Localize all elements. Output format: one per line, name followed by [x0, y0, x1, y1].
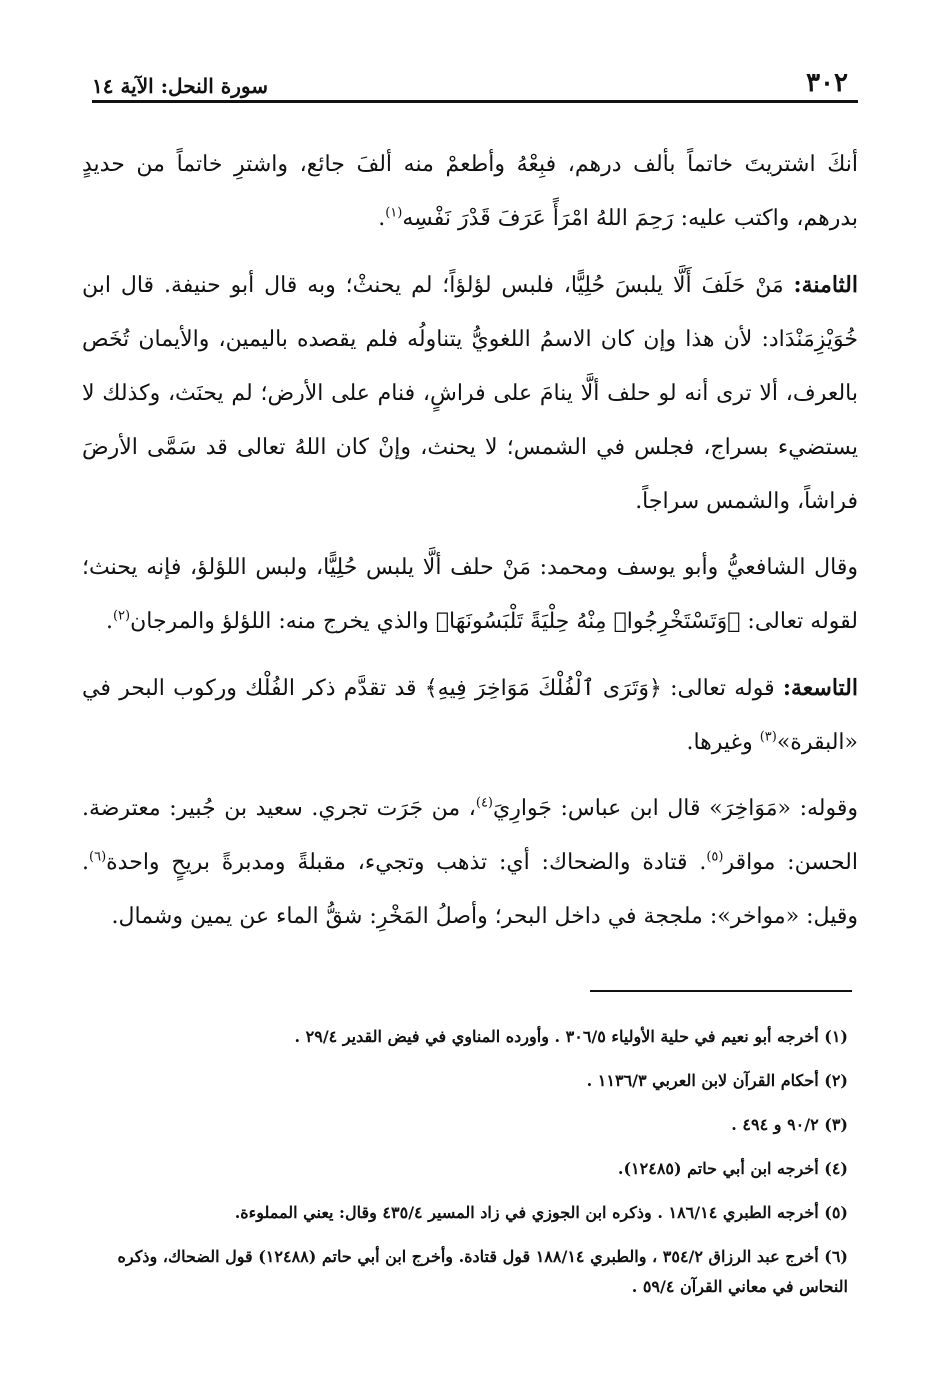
paragraph-3: [82, 541, 858, 649]
paragraph-3-text-b: والذي يخرج منه: اللؤلؤ والمرجان: [130, 609, 436, 634]
footnote-3: (٣) ٩٠/٢ و ٤٩٤ .: [731, 1115, 848, 1134]
footnote-4: (٤) أخرجه ابن أبي حاتم (١٢٤٨٥).: [617, 1159, 848, 1178]
quran-verse-1: ﴿وَتَسْتَخْرِجُوا۟ مِنْهُ حِلْيَةً تَلْبَسُونَهَا﴾: [435, 609, 741, 634]
footnote-2: (٢) أحكام القرآن لابن العربي ١١٣٦/٣ .: [586, 1071, 848, 1090]
paragraph-5-text-a: وقوله: «مَوَاخِرَ» قال ابن عباس: جَوارِيَ: [493, 796, 858, 821]
paragraph-1-text: أنكَ اشتريتَ خاتماً بألف درهم، فبِعْهُ وأطعمْ منه ألفَ جائع، واشترِ خاتماً من حديدٍ بدرهم، واكتب عليه: رَحِمَ اللهُ امْرَأً عَرَفَ قَدْرَ نَفْسِه: [82, 152, 858, 231]
footnotes: [100, 1022, 848, 1316]
footnote-ref-1: (١): [385, 205, 403, 221]
paragraph-9th-text-a: قوله تعالى:: [661, 676, 783, 701]
heading-ninth: التاسعة:: [782, 675, 858, 701]
footnote-ref-5: (٥): [706, 849, 724, 865]
footnote-ref-2: (٢): [112, 608, 131, 624]
footnote-6: (٦) أخرج عبد الرزاق ٣٥٤/٢ ، والطبري ١٨٨/١٤ قول قتادة. وأخرج ابن أبي حاتم (١٢٤٨٨) قول الضحاك، وذكره النحاس في معاني القرآن ٥٩/٤ .: [117, 1247, 848, 1296]
paragraph-9th: [82, 661, 858, 770]
quran-verse-2: ﴿وَتَرَى ٱلْفُلْكَ مَوَاخِرَ فِيهِ﴾: [424, 676, 662, 701]
paragraph-3-text-a: وقال الشافعيُّ وأبو يوسف ومحمد: مَنْ حلف ألَّا يلبس حُلِيًّا، ولبس اللؤلؤ، فإنه يحنث؛ لقوله تعالى:: [82, 555, 858, 634]
paragraph-8th-text: مَنْ حَلَفَ أَلَّا يلبسَ حُلِيًّا، فلبس لؤلؤاً؛ لم يحنثْ؛ وبه قال أبو حنيفة. قال ابن خُوَيْزِمَنْدَاد: لأن هذا وإن كان الاسمُ اللغويُّ يتناولُه فلم يقصده باليمين، والأيمان تُخَص بالعرف، ألا ترى أنه لو حلف ألَّا ينامَ على فراشٍ، فنام على الأرض؛ لم يحنَث، وكذلك لا يستضيء بسراج، فجلس في الشمس؛ لا يحنث، وإنْ كان اللهُ تعالى قد سَمَّى الأرضَ فراشاً، والشمس سراجاً.: [82, 273, 858, 514]
footnote-5: (٥) أخرجه الطبري ١٨٦/١٤ . وذكره ابن الجوزي في زاد المسير ٤٣٥/٤ وقال: يعني المملوءة.: [234, 1203, 848, 1222]
paragraph-9th-text-c: وغيرها.: [686, 730, 760, 755]
paragraph-8th: [82, 258, 858, 529]
paragraph-1: [82, 138, 858, 246]
main-text: [82, 138, 858, 956]
footnote-ref-3: (٣): [759, 729, 777, 745]
heading-eighth: الثامنة:: [793, 272, 858, 298]
paragraph-5-text-c: . قتادة والضحاك: أي: تذهب وتجيء، مقبلةً ومدبرةً بريحٍ واحدة: [106, 850, 707, 875]
paragraph-5-text-b: ، من جَرَت تجري. سعيد بن جُبير: معترضة. الحسن: مواقر: [82, 796, 858, 875]
paragraph-9th-text-b: قد تقدَّم ذكر الفُلْك وركوب البحر في «البقرة»: [82, 676, 858, 755]
footnote-ref-6: (٦): [89, 849, 107, 865]
footnote-ref-4: (٤): [475, 795, 493, 811]
page-header: [92, 56, 848, 96]
paragraph-1-end: .: [378, 206, 386, 231]
paragraph-5-text-d: . وقيل: «مواخر»: ملججة في داخل البحر؛ وأصلُ المَخْرِ: شقُّ الماء عن يمين وشمال.: [82, 850, 858, 929]
paragraph-3-end: .: [105, 609, 113, 634]
footnote-1: (١) أخرجه أبو نعيم في حلية الأولياء ٣٠٦/٥ . وأورده المناوي في فيض القدير ٢٩/٤ .: [294, 1027, 848, 1046]
header-rule: [92, 100, 858, 103]
footnote-separator: [590, 990, 852, 992]
running-head: سورة النحل: الآية ١٤: [92, 74, 268, 98]
paragraph-5: [82, 782, 858, 944]
page-number: ٣٠٢: [806, 68, 848, 98]
